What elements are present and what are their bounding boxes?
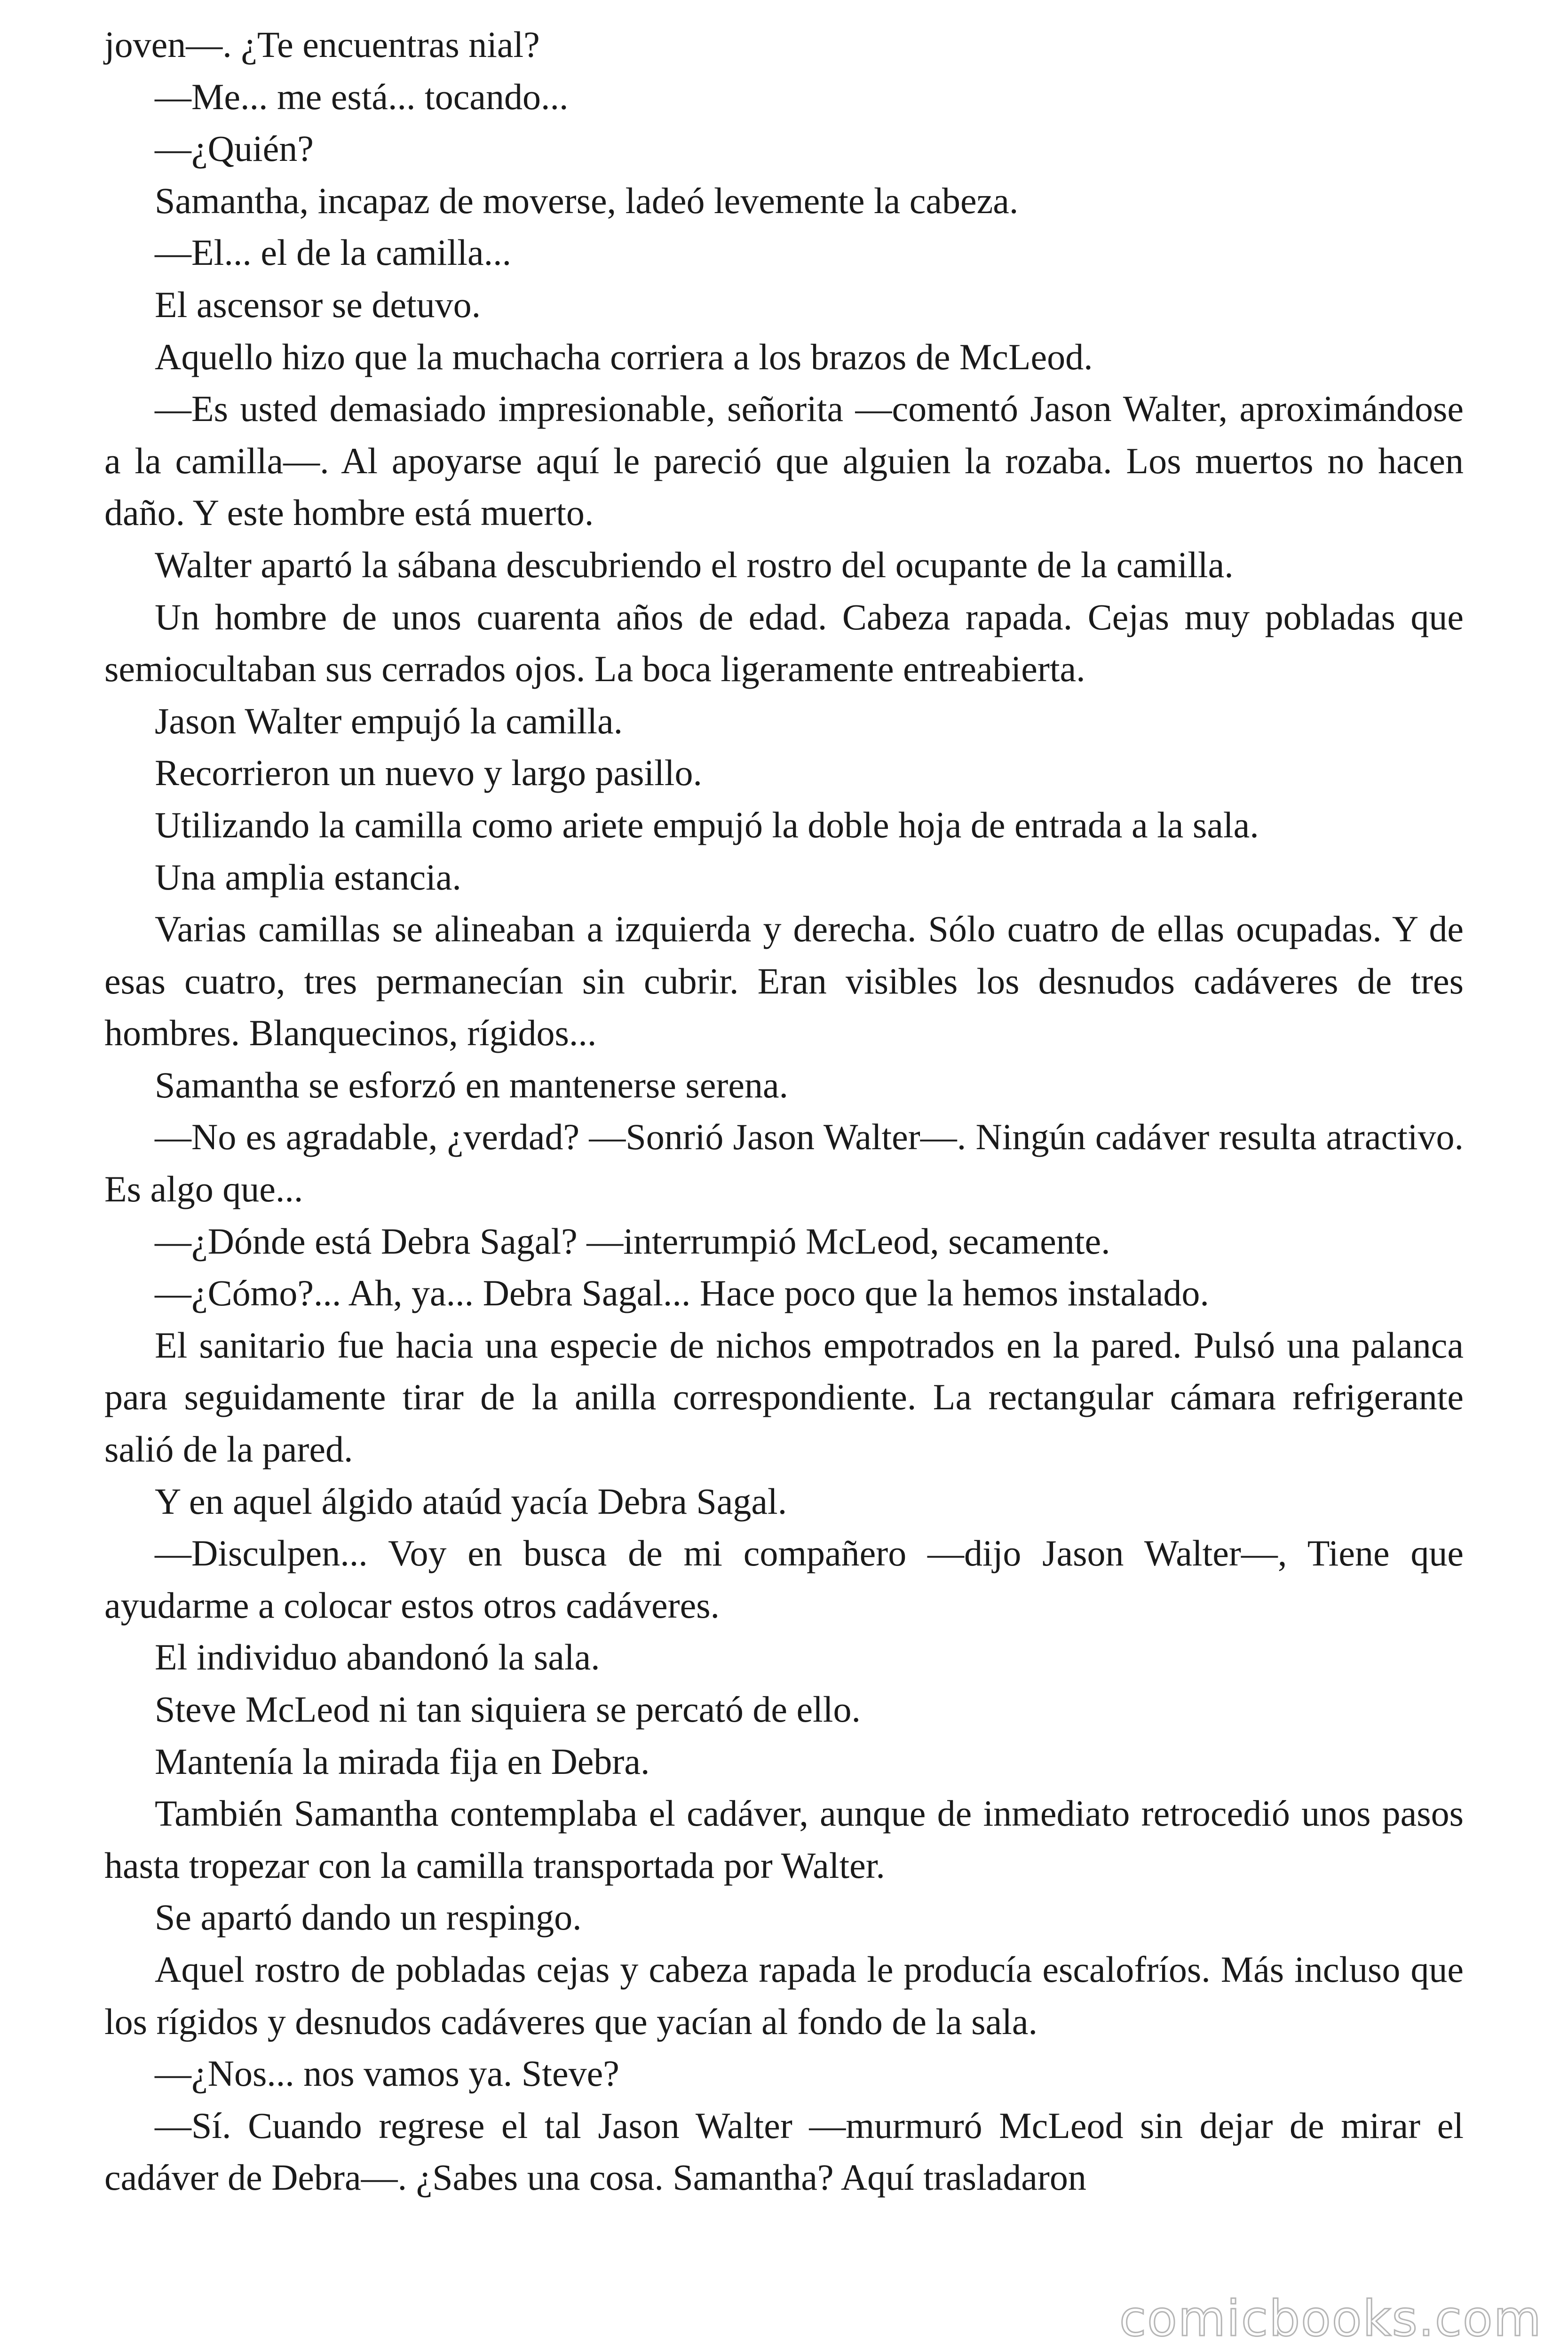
paragraph: Jason Walter empujó la camilla.: [155, 700, 623, 741]
paragraph: Samantha se esforzó en mantenerse serena.: [155, 1064, 789, 1105]
paragraph: —¿Nos... nos vamos ya. Steve?: [155, 2053, 619, 2094]
watermark: comicbooks.com: [1119, 2290, 1542, 2347]
paragraph: Recorrieron un nuevo y largo pasillo.: [155, 752, 702, 794]
paragraph: Samantha, incapaz de moverse, ladeó levemente la cabeza.: [155, 180, 1019, 221]
paragraph: El sanitario fue hacia una especie de nichos empotrados en la pared. Pulsó una palanca para seguidamente tirar de la anilla correspondiente. La rectangular cámara refrigerante salió de la pared.: [104, 1324, 1464, 1470]
paragraph: Una amplia estancia.: [155, 856, 461, 898]
paragraph: —¿Cómo?... Ah, ya... Debra Sagal... Hace poco que la hemos instalado.: [155, 1272, 1209, 1314]
paragraph: —Es usted demasiado impresionable, señorita —comentó Jason Walter, aproximándose a la camilla—. Al apoyarse aquí le pareció que alguien la rozaba. Los muertos no hacen daño. Y este hombre está muerto.: [104, 388, 1464, 533]
paragraph: —¿Quién?: [155, 128, 314, 169]
paragraph: Varias camillas se alineaban a izquierda y derecha. Sólo cuatro de ellas ocupadas. Y de esas cuatro, tres permanecían sin cubrir. Eran visibles los desnudos cadáveres de tres hombres. Blanquecinos, rígidos...: [104, 908, 1464, 1054]
paragraph: El individuo abandonó la sala.: [155, 1637, 600, 1678]
paragraph: Se apartó dando un respingo.: [155, 1897, 582, 1938]
paragraph: Y en aquel álgido ataúd yacía Debra Sagal.: [155, 1480, 787, 1522]
paragraph: Un hombre de unos cuarenta años de edad. Cabeza rapada. Cejas muy pobladas que semiocultaban sus cerrados ojos. La boca ligeramente entreabierta.: [104, 596, 1464, 690]
paragraph: Mantenía la mirada fija en Debra.: [155, 1740, 650, 1782]
paragraph: —No es agradable, ¿verdad? —Sonrió Jason Walter—. Ningún cadáver resulta atractivo. Es algo que...: [104, 1116, 1464, 1210]
paragraph: —Disculpen... Voy en busca de mi compañero —dijo Jason Walter—, Tiene que ayudarme a colocar estos otros cadáveres.: [104, 1533, 1464, 1626]
paragraph: También Samantha contemplaba el cadáver, aunque de inmediato retrocedió unos pasos hasta tropezar con la camilla transportada por Walter.: [104, 1793, 1464, 1886]
paragraph: Utilizando la camilla como ariete empujó la doble hoja de entrada a la sala.: [155, 804, 1259, 845]
book-page-text: [104, 19, 1464, 2204]
paragraph: Walter apartó la sábana descubriendo el rostro del ocupante de la camilla.: [155, 544, 1234, 585]
paragraph: joven—. ¿Te encuentras nial?: [104, 24, 540, 65]
paragraph: Aquello hizo que la muchacha corriera a los brazos de McLeod.: [155, 336, 1093, 377]
paragraph: Steve McLeod ni tan siquiera se percató de ello.: [155, 1689, 861, 1730]
paragraph: —El... el de la camilla...: [155, 232, 512, 273]
paragraph: —Me... me está... tocando...: [155, 76, 569, 117]
paragraph: Aquel rostro de pobladas cejas y cabeza rapada le producía escalofríos. Más incluso que los rígidos y desnudos cadáveres que yacían al fondo de la sala.: [104, 1948, 1464, 2042]
paragraph: —¿Dónde está Debra Sagal? —interrumpió McLeod, secamente.: [155, 1220, 1110, 1262]
paragraph: —Sí. Cuando regrese el tal Jason Walter —murmuró McLeod sin dejar de mirar el cadáver de Debra—. ¿Sabes una cosa. Samantha? Aquí trasladaron: [104, 2105, 1464, 2198]
paragraph: El ascensor se detuvo.: [155, 284, 481, 325]
